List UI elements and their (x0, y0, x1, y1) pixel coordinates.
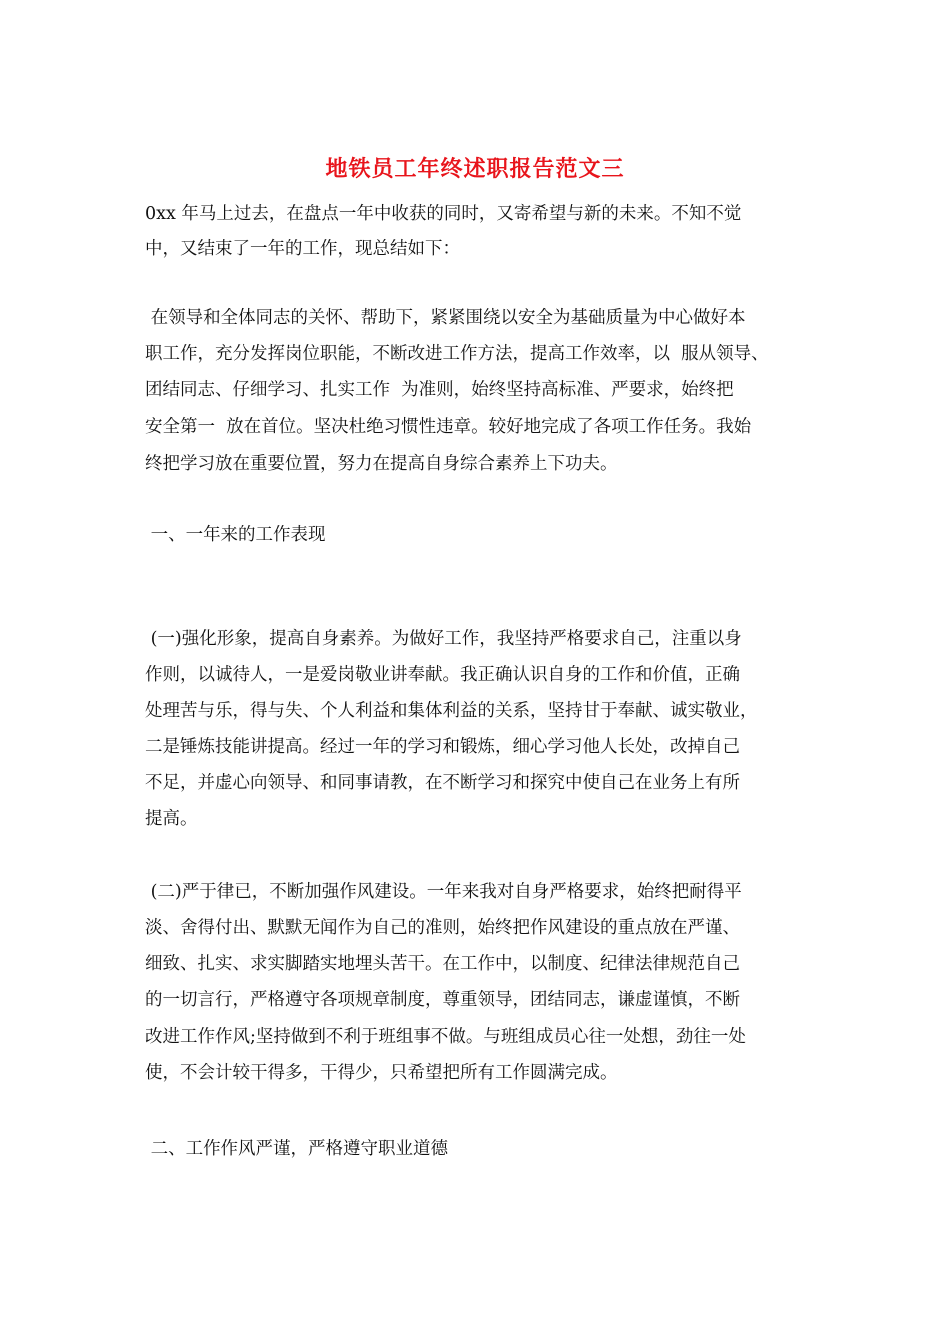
para3-line-3: 细致、扎实、求实脚踏实地埋头苦干。在工作中，以制度、纪律法律规范自己 (145, 954, 740, 974)
section-heading-2: 二、工作作风严谨，严格遵守职业道德 (145, 1139, 449, 1159)
para2-line-5: 不足，并虚心向领导、和同事请教，在不断学习和探究中使自己在业务上有所 (145, 773, 740, 793)
para1-line-3: 团结同志、仔细学习、扎实工作 为准则，始终坚持高标准、严要求，始终把 (145, 380, 734, 400)
para3-line-4: 的一切言行，严格遵守各项规章制度，尊重领导，团结同志，谦虚谨慎，不断 (145, 990, 740, 1010)
para2-line-2: 作则，以诚待人，一是爱岗敬业讲奉献。我正确认识自身的工作和价值，正确 (145, 665, 740, 685)
para1-line-1: 在领导和全体同志的关怀、帮助下，紧紧围绕以安全为基础质量为中心做好本 (145, 308, 746, 328)
intro-line-1: 0xx 年马上过去，在盘点一年中收获的同时，又寄希望与新的未来。不知不觉 (145, 204, 742, 224)
para3-line-6: 使，不会计较干得多，干得少，只希望把所有工作圆满完成。 (145, 1063, 618, 1083)
para2-line-1: (一)强化形象，提高自身素养。为做好工作，我坚持严格要求自己，注重以身 (145, 629, 742, 649)
document-title: 地铁员工年终述职报告范文三 (325, 156, 625, 182)
para3-line-2: 淡、舍得付出、默默无闻作为自己的准则，始终把作风建设的重点放在严谨、 (145, 918, 740, 938)
para1-line-4: 安全第一 放在首位。坚决杜绝习惯性违章。较好地完成了各项工作任务。我始 (145, 417, 752, 437)
para1-line-2: 职工作，充分发挥岗位职能，不断改进工作方法，提高工作效率，以 服从领导、 (145, 344, 769, 364)
para1-line-5: 终把学习放在重要位置，努力在提高自身综合素养上下功夫。 (145, 454, 618, 474)
intro-line-2: 中，又结束了一年的工作，现总结如下： (145, 239, 460, 259)
para3-line-5: 改进工作作风;坚持做到不利于班组事不做。与班组成员心往一处想，劲往一处 (145, 1027, 746, 1047)
para2-line-6: 提高。 (145, 809, 198, 829)
para3-line-1: (二)严于律已，不断加强作风建设。一年来我对自身严格要求，始终把耐得平 (145, 882, 742, 902)
para2-line-4: 二是锤炼技能讲提高。经过一年的学习和锻炼，细心学习他人长处，改掉自己 (145, 737, 740, 757)
section-heading-1: 一、一年来的工作表现 (145, 525, 326, 545)
para2-line-3: 处理苦与乐，得与失、个人利益和集体利益的关系，坚持甘于奉献、诚实敬业， (145, 701, 758, 721)
